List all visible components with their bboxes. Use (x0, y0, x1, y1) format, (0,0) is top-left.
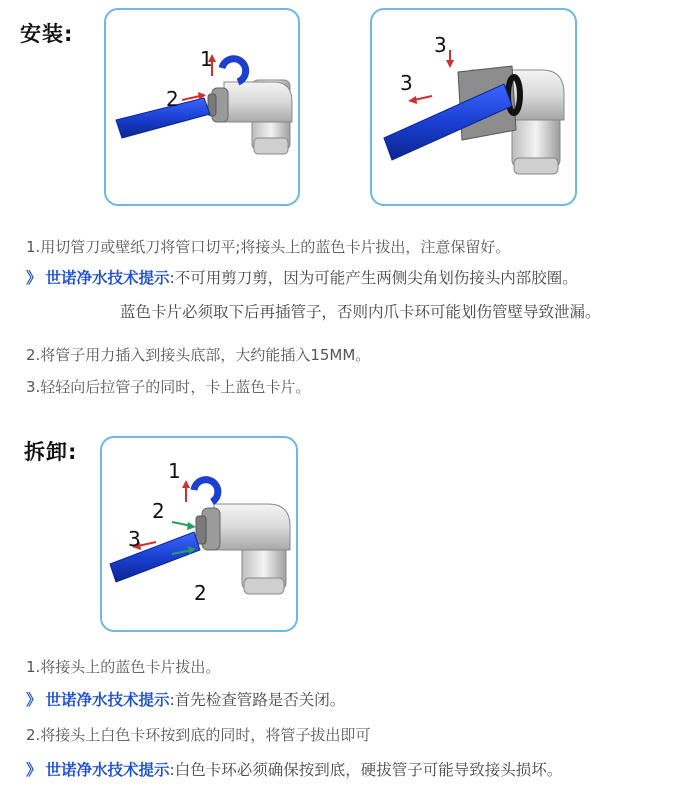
remove-title: 拆卸: (24, 440, 78, 464)
tip-separator: : (169, 761, 175, 779)
remove-tip-2 (26, 758, 562, 780)
diagram2-label-3-left: 3 (400, 71, 413, 95)
install-diagram-2 (370, 8, 577, 206)
remove-tip-1 (26, 688, 345, 710)
remove-label-2-top: 2 (152, 499, 165, 523)
tip-text-line1: 不可用剪刀剪，因为可能产生两侧尖角划伤接头内部胶圈。 (174, 269, 578, 287)
tip-label: 世诺净水技术提示 (45, 691, 170, 709)
remove-diagram (100, 436, 298, 632)
tip-marker-icon: 》 (26, 269, 42, 287)
tip-label: 世诺净水技术提示 (45, 761, 170, 779)
fitting-illustration-3 (102, 438, 298, 632)
tip-marker-icon: 》 (26, 691, 42, 709)
install-step-3: 3.轻轻向后拉管子的同时，卡上蓝色卡片。 (26, 378, 311, 396)
install-tip-line2: 蓝色卡片必须取下后再插管子，否则内爪卡环可能划伤管壁导致泄漏。 (120, 303, 601, 321)
remove-label-1: 1 (168, 459, 181, 483)
fitting-illustration-1 (106, 10, 300, 206)
fitting-illustration-2 (372, 10, 577, 206)
install-step-2: 2.将管子用力插入到接头底部，大约能插入15MM。 (26, 346, 371, 364)
install-title: 安装: (20, 22, 74, 46)
tip-text: 首先检查管路是否关闭。 (174, 691, 346, 709)
diagram1-label-1: 1 (200, 47, 213, 71)
tip-text: 白色卡环必须确保按到底，硬拔管子可能导致接头损坏。 (174, 761, 563, 779)
tip-label: 世诺净水技术提示 (45, 269, 170, 287)
remove-label-2-bottom: 2 (194, 581, 207, 605)
remove-step-1: 1.将接头上的蓝色卡片拔出。 (26, 658, 221, 676)
diagram1-label-2: 2 (166, 87, 179, 111)
remove-label-3: 3 (128, 527, 141, 551)
tip-separator: : (169, 691, 175, 709)
diagram2-label-3-top: 3 (434, 33, 447, 57)
install-tip (26, 266, 578, 288)
tip-separator: : (169, 269, 175, 287)
tip-marker-icon: 》 (26, 761, 42, 779)
install-diagram-1 (104, 8, 300, 206)
remove-step-2: 2.将接头上白色卡环按到底的同时，将管子拔出即可 (26, 726, 371, 744)
install-step-1: 1.用切管刀或壁纸刀将管口切平;将接头上的蓝色卡片拔出，注意保留好。 (26, 238, 511, 256)
